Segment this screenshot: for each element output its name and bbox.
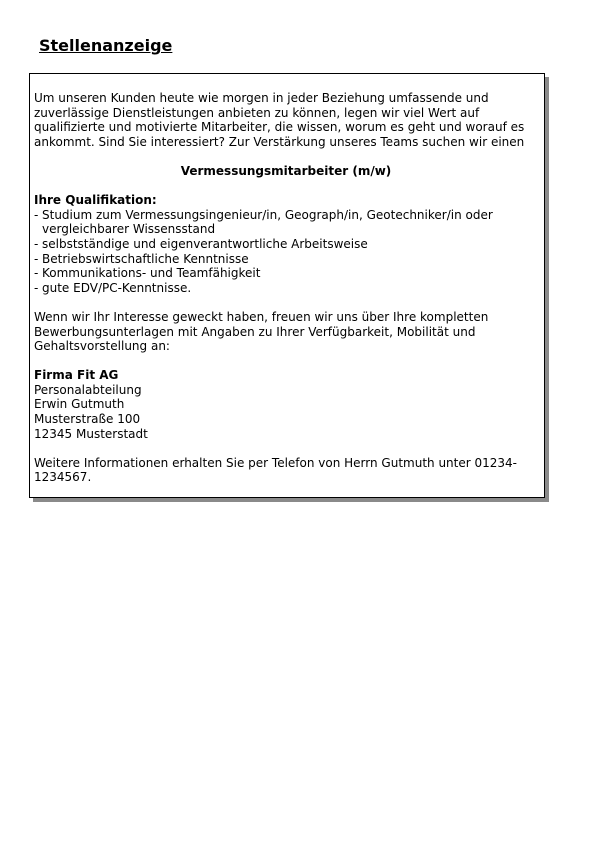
qualification-item: - gute EDV/PC-Kenntnisse. [34,281,538,296]
company-address [34,368,538,441]
qualification-heading: Ihre Qualifikation: [34,193,157,208]
spacer [34,354,538,369]
page-title: Stellenanzeige [39,36,173,55]
qualification-item: - selbstständige und eigenverantwortliche Arbeitsweise [34,237,538,252]
closing-paragraph: Weitere Informationen erhalten Sie per Telefon von Herrn Gutmuth unter 01234-1234567. [34,455,517,485]
address-street: Musterstraße 100 [34,412,141,427]
position-title: Vermessungsmitarbeiter (m/w) [180,163,392,178]
qualification-item: - Studium zum Vermessungsingenieur/in, Geograph/in, Geotechniker/in oder vergleichbarer Wissensstand [34,208,538,237]
spacer [34,179,538,194]
address-city: 12345 Musterstadt [34,426,148,441]
contact-person: Erwin Gutmuth [34,397,125,412]
company-name: Firma Fit AG [34,368,119,383]
spacer [34,295,538,310]
spacer [34,441,538,456]
intro-paragraph: Um unseren Kunden heute wie morgen in jeder Beziehung umfassende und zuverlässige Dienstleistungen anbieten zu können, legen wir viel Wert auf qualifizierte und motivierte Mitarbeiter, die wissen, worum es geht und worauf es ankommt. Sind Sie interessiert? Zur Verstärkung unseres Teams suchen wir einen [34,91,525,149]
qualification-list [34,208,538,296]
company-department: Personalabteilung [34,382,142,397]
application-paragraph: Wenn wir Ihr Interesse geweckt haben, freuen wir uns über Ihre kompletten Bewerbungsunterlagen mit Angaben zu Ihrer Verfügbarkeit, Mobilität und Gehaltsvorstellung an: [34,309,489,354]
qualification-item: - Betriebswirtschaftliche Kenntnisse [34,252,538,267]
spacer [34,149,538,164]
qualification-item: - Kommunikations- und Teamfähigkeit [34,266,538,281]
job-ad-box [29,73,545,498]
